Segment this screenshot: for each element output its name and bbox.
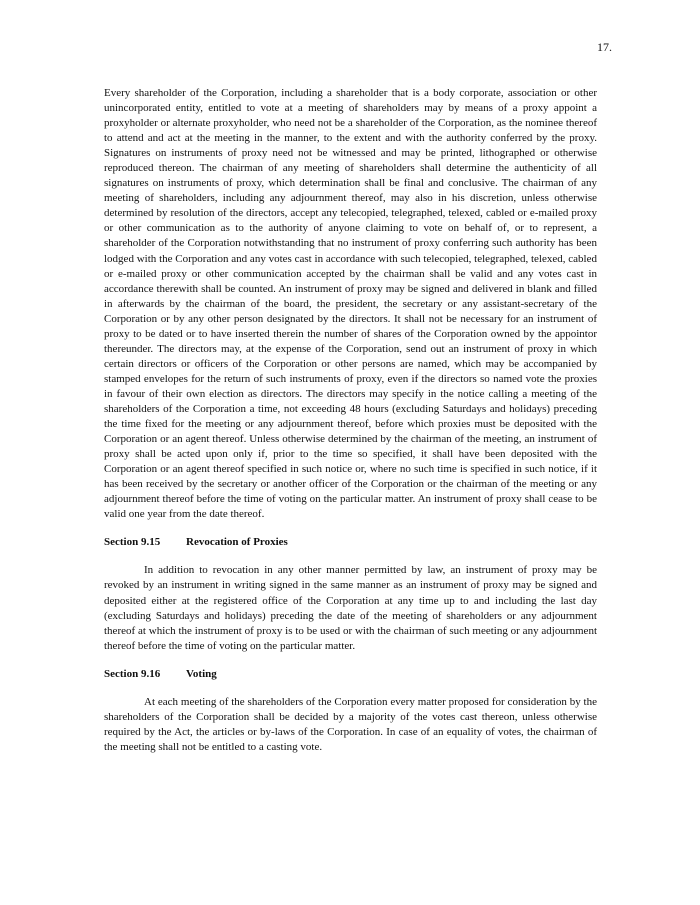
page-number: 17. xyxy=(597,40,612,54)
section-heading-9-16 xyxy=(104,667,597,682)
paragraph-voting: At each meeting of the shareholders of the Corporation every matter proposed for consideration by the shareholders of the Corporation shall be decided by a majority of the votes cast thereon, unless otherwise required by the Act, the articles or by-laws of the Corporation. In case of an equality of votes, the chairman of the meeting shall not be entitled to a casting vote. xyxy=(104,695,597,753)
section-number: Section 9.15 xyxy=(104,536,161,549)
paragraph-revocation: In addition to revocation in any other manner permitted by law, an instrument of proxy may be revoked by an instrument in writing signed in the same manner as an instrument of proxy may be signed and deposited either at the registered office of the Corporation at any time up to and including the last day (excluding Saturdays and holidays) preceding the date of the meeting of shareholders or any adjournment thereof at which the instrument of proxy is to be used or with the chairman of such meeting or any adjournment thereof before the time of voting on the particular matter. xyxy=(104,564,597,652)
paragraph-proxy-appointment: Every shareholder of the Corporation, including a shareholder that is a body corporate, association or other unincorporated entity, entitled to vote at a meeting of shareholders may by means of a proxy appoint a proxyholder or alternate proxyholder, who need not be a shareholder of the Corporation, as the nominee thereof to attend and act at the meeting in the manner, to the extent and with the authority conferred by the proxy. Signatures on instruments of proxy need not be witnessed and may be printed, lithographed or otherwise reproduced thereon. The chairman of any meeting of shareholders shall determine the authenticity of all signatures on instruments of proxy, which determination shall be final and conclusive. The chairman of any meeting of shareholders, including any adjournment thereof, may also in his discretion, unless otherwise determined by resolution of the directors, accept any telecopied, telegraphed, telexed, cabled or e-mailed proxy or other communication as to the authority of anyone claiming to vote on behalf of, or to represent, a shareholder of the Corporation notwithstanding that no instrument of proxy conferring such authority has been lodged with the Corporation and any votes cast in accordance with such telecopied, telegraphed, telexed, cabled or e-mailed proxy or other communication accepted by the chairman shall be valid and any votes cast in accordance therewith shall be counted. An instrument of proxy may be signed and delivered in blank and filled in afterwards by the chairman of the board, the president, the secretary or any assistant-secretary of the Corporation or by any other person designated by the directors. It shall not be necessary for an instrument of proxy to be dated or to have inserted therein the number of shares of the Corporation owned by the appointor thereunder. The directors may, at the expense of the Corporation, send out an instrument of proxy in which certain directors or officers of the Corporation or other persons are named, which may be accompanied by stamped envelopes for the return of such instruments of proxy, even if the directors so named vote the proxies in favour of their own election as directors. The directors may specify in the notice calling a meeting of the shareholders of the Corporation a time, not exceeding 48 hours (excluding Saturdays and holidays) preceding the time fixed for the meeting or any adjournment thereof, before which proxies must be deposited with the Corporation or an agent thereof. Unless otherwise determined by the chairman of the meeting, an instrument of proxy shall be acted upon only if, prior to the time so specified, it shall have been deposited with the Corporation or an agent thereof specified in such notice or, where no such time is specified in such notice, if it has been received by the secretary or another officer of the Corporation or the chairman of the meeting or any adjournment thereof before the time of voting on the particular matter. An instrument of proxy shall cease to be valid one year from the date thereof. xyxy=(104,87,597,521)
document-body xyxy=(104,86,597,755)
section-title: Revocation of Proxies xyxy=(186,536,288,549)
section-heading-9-15 xyxy=(104,535,597,550)
section-title: Voting xyxy=(186,667,217,680)
section-number: Section 9.16 xyxy=(104,667,161,680)
